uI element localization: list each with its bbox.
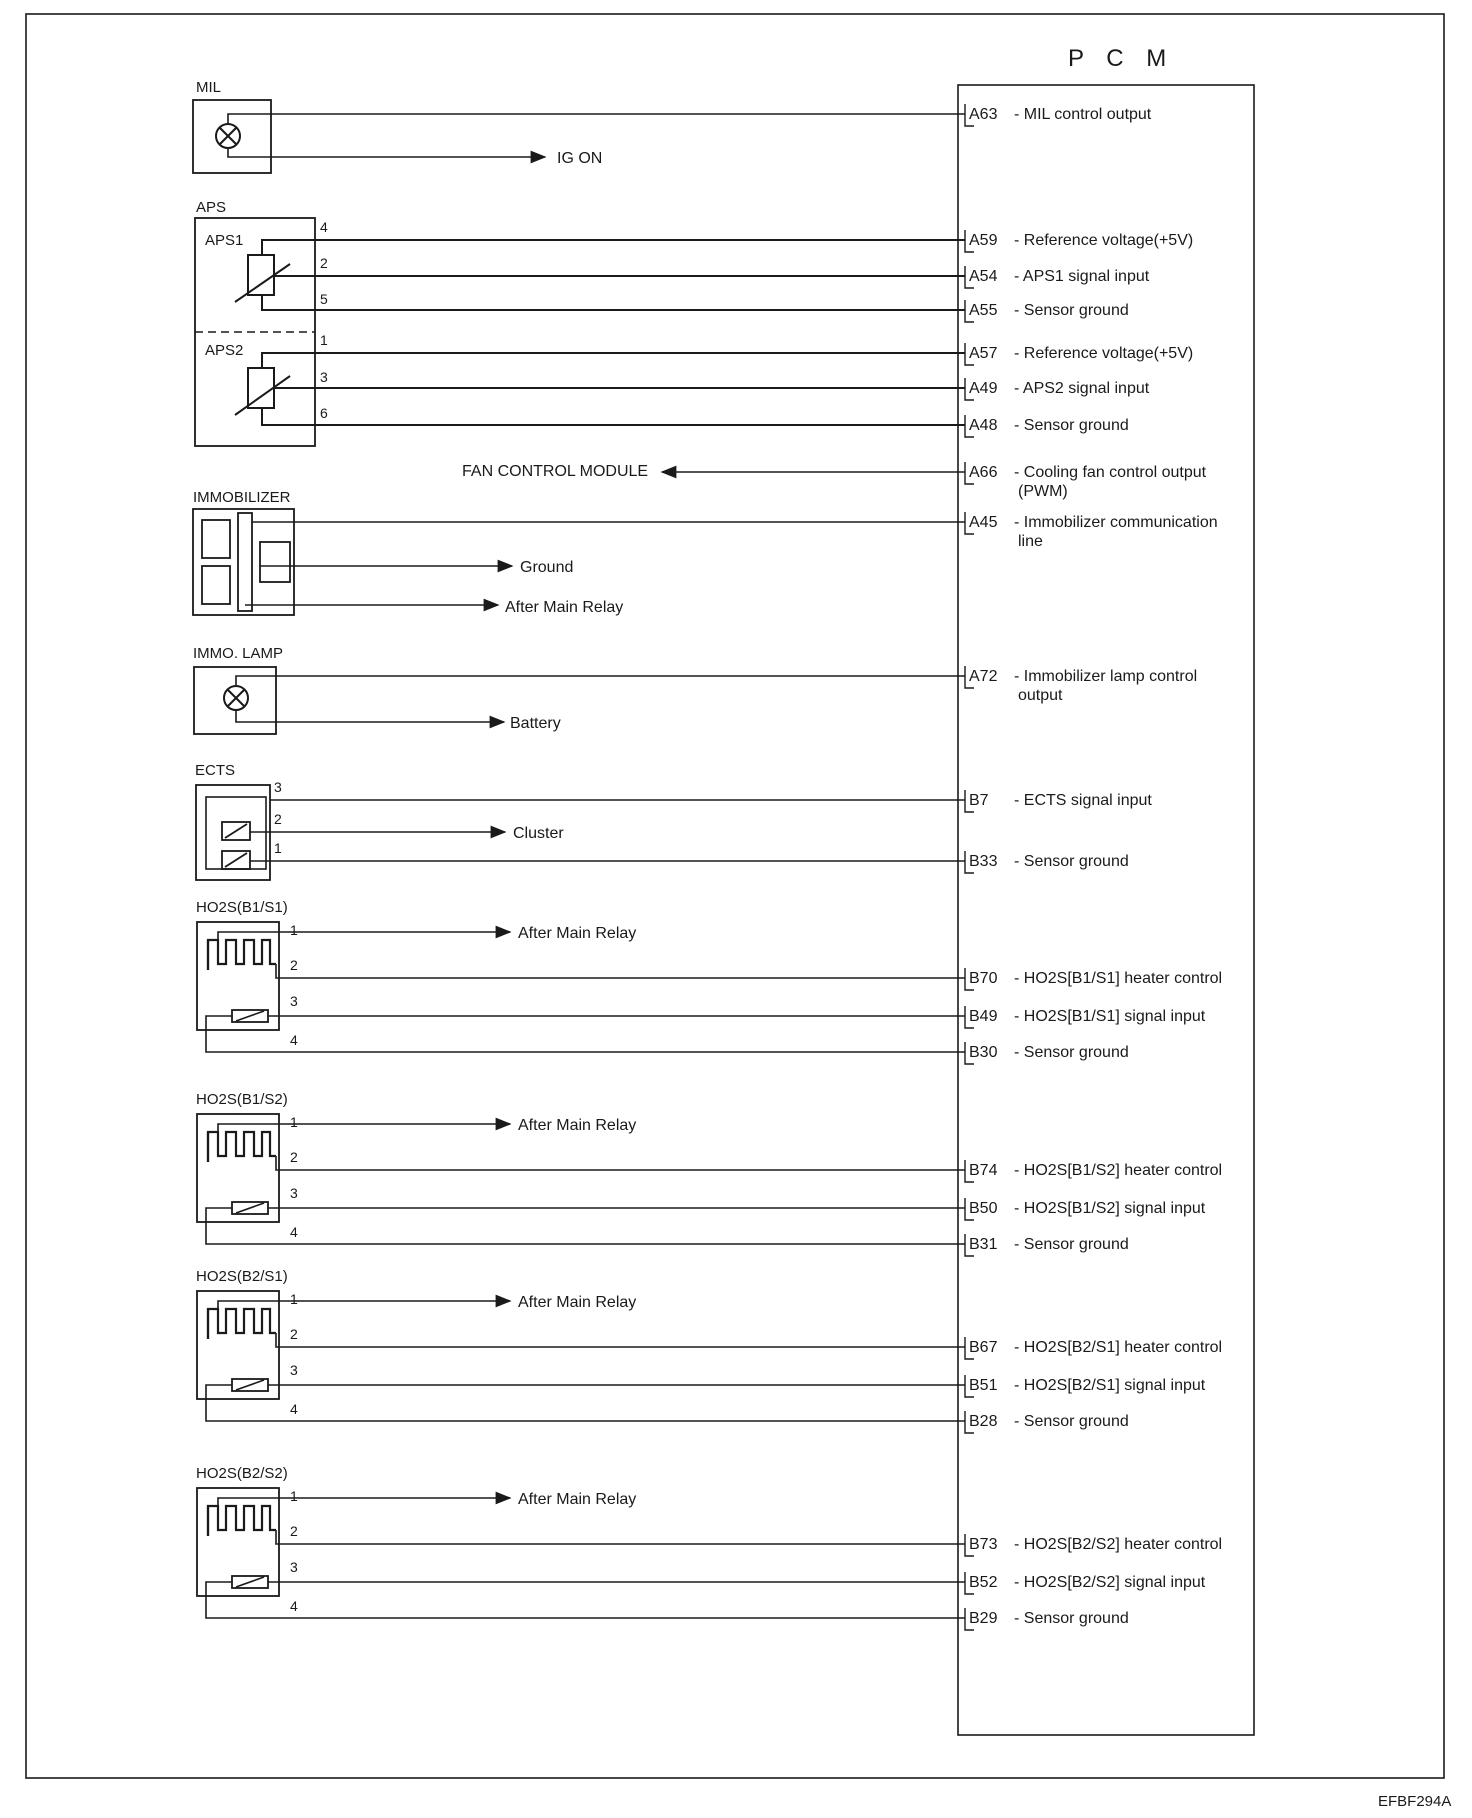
pcm-terminal-code: B49 [969,1008,998,1025]
pcm-terminal-code: A54 [969,268,998,285]
pcm-terminal-desc: - Sensor ground [1014,1044,1129,1061]
pin-number: 1 [290,1291,298,1307]
pcm-terminal-desc-cont: line [1018,533,1043,550]
pcm-terminal-desc: - HO2S[B1/S2] signal input [1014,1200,1206,1217]
pcm-terminal-desc: - APS2 signal input [1014,380,1150,397]
ho2s-label: HO2S(B2/S1) [196,1268,288,1285]
pin-number: 2 [290,957,298,973]
ho2s-label: HO2S(B1/S2) [196,1091,288,1108]
pcm-terminal-desc: - HO2S[B2/S2] signal input [1014,1574,1206,1591]
pin-number: 1 [290,1114,298,1130]
heater-icon [208,1506,276,1536]
pin-number: 1 [290,1488,298,1504]
pcm-terminal-desc: - APS1 signal input [1014,268,1150,285]
pcm-terminal-code: B67 [969,1339,998,1356]
pcm-terminal [965,343,1193,365]
pcm-terminal [965,1337,1222,1359]
pin-number: 3 [290,1185,298,1201]
pcm-terminal [965,1234,1129,1256]
pcm-terminal [965,415,1129,437]
pcm-terminal-desc: - HO2S[B1/S2] heater control [1014,1162,1223,1179]
pcm-terminal-desc: - Sensor ground [1014,1236,1129,1253]
pcm-terminal-desc-cont: output [1018,687,1063,704]
immobilizer-ground-label: Ground [520,559,574,576]
pcm-box [958,85,1254,1735]
pcm-terminal-desc: - Sensor ground [1014,853,1129,870]
ho2s-relay-label: After Main Relay [518,925,637,942]
pcm-terminal [965,968,1222,990]
immobilizer-label: IMMOBILIZER [193,489,291,506]
pcm-terminal-code: B50 [969,1200,998,1217]
immobilizer-component [193,489,965,616]
pcm-terminal-code: B51 [969,1377,998,1394]
pcm-terminal-desc: - Immobilizer communication [1014,514,1218,531]
ects-component [195,762,965,880]
pin-number: 4 [320,219,328,235]
ho2s-relay-label: After Main Relay [518,1491,637,1508]
pcm-terminal-code: A45 [969,514,998,531]
pin-number: 6 [320,405,328,421]
pcm-terminal-desc: - Cooling fan control output [1014,464,1207,481]
pcm-terminal-desc: - Immobilizer lamp control [1014,668,1198,685]
pin-number: 2 [320,255,328,271]
immo-lamp-label: IMMO. LAMP [193,645,284,662]
pin-number: 2 [290,1326,298,1342]
pin-number: 5 [320,291,328,307]
aps2-potentiometer-icon [235,353,965,425]
pcm-terminal-code: A48 [969,417,998,434]
pcm-terminal-code: B73 [969,1536,998,1553]
aps1-label: APS1 [205,232,244,249]
pcm-terminal-desc: - ECTS signal input [1014,792,1152,809]
pcm-terminal [965,230,1193,252]
immo-lamp-component [193,645,965,734]
ho2s-label: HO2S(B2/S2) [196,1465,288,1482]
heater-icon [208,1309,276,1339]
pcm-terminal [965,1198,1206,1220]
pin-number: 3 [290,1362,298,1378]
pcm-terminal-desc: - Sensor ground [1014,302,1129,319]
pcm-terminal-desc: - Sensor ground [1014,1610,1129,1627]
pcm-terminal-desc: - HO2S[B2/S2] heater control [1014,1536,1223,1553]
lamp-icon [224,686,248,710]
pcm-terminal [965,1375,1206,1397]
mil-label: MIL [196,79,222,96]
immobilizer-module-icon [202,513,290,611]
pcm-terminal [965,1411,1129,1433]
pcm-terminal [965,104,1152,126]
pcm-terminal-code: A66 [969,464,998,481]
pcm-terminal [965,1160,1222,1182]
pcm-terminal-code: B74 [969,1162,998,1179]
pcm-terminal [965,851,1129,873]
pcm-terminal [965,300,1129,322]
ects-label: ECTS [195,762,236,779]
ho2s-relay-label: After Main Relay [518,1117,637,1134]
pcm-terminal-desc: - HO2S[B1/S1] heater control [1014,970,1223,987]
heater-icon [208,940,276,970]
pcm-terminal-code: A57 [969,345,998,362]
pin-number: 4 [290,1032,298,1048]
sensor-element-icon [206,1379,270,1421]
pcm-terminal-code: B30 [969,1044,998,1061]
ho2s-sensor-3 [196,1268,965,1421]
pcm-terminal-desc: - HO2S[B2/S1] heater control [1014,1339,1223,1356]
sensor-element-icon [206,1576,270,1618]
pcm-terminal-code: B31 [969,1236,998,1253]
ho2s-sensors [196,899,965,1618]
pcm-terminal-code: B7 [969,792,989,809]
pin-number: 3 [320,369,328,385]
pin-number: 4 [290,1401,298,1417]
aps1-potentiometer-icon [235,240,965,310]
aps2-label: APS2 [205,342,244,359]
ho2s-sensor-1 [196,899,965,1052]
pcm-terminal-desc: - Sensor ground [1014,1413,1129,1430]
aps-component [195,199,965,446]
lamp-icon [216,124,240,148]
pcm-title: P C M [1068,45,1175,72]
mil-component [193,79,965,173]
pcm-terminal-code: A72 [969,668,998,685]
pin-number: 3 [274,779,282,795]
pcm-terminal-code: B28 [969,1413,998,1430]
pcm-terminal [965,1572,1206,1594]
ho2s-relay-label: After Main Relay [518,1294,637,1311]
pcm-terminal [965,378,1150,400]
aps-label: APS [196,199,227,216]
pin-number: 1 [274,840,282,856]
pcm-terminal [965,1608,1129,1630]
heater-icon [208,1132,276,1162]
ects-cluster-label: Cluster [513,825,564,842]
pcm-terminal-code: A55 [969,302,998,319]
pcm-terminal-code: B70 [969,970,998,987]
pcm-terminals [965,104,1222,1630]
sensor-element-icon [206,1010,270,1052]
pcm-terminal [965,462,1207,500]
pcm-terminal [965,1042,1129,1064]
pcm-terminal [965,790,1152,812]
pcm-terminal-desc: - Reference voltage(+5V) [1014,345,1194,362]
pcm-terminal-desc: - MIL control output [1014,106,1152,123]
fan-control [462,463,965,480]
pcm-terminal-desc: - HO2S[B2/S1] signal input [1014,1377,1206,1394]
pin-number: 1 [290,922,298,938]
pcm-terminal [965,266,1150,288]
pcm-terminal-desc: - Reference voltage(+5V) [1014,232,1194,249]
ho2s-sensor-2 [196,1091,965,1244]
pin-number: 3 [290,993,298,1009]
mil-ext-label: IG ON [557,150,603,167]
pin-number: 4 [290,1598,298,1614]
pcm-terminal-code: B52 [969,1574,998,1591]
pcm-terminal [965,512,1218,550]
ho2s-label: HO2S(B1/S1) [196,899,288,916]
pin-numbers [274,219,328,1614]
pcm-terminal [965,666,1197,704]
pcm-terminal-code: B29 [969,1610,998,1627]
pin-number: 1 [320,332,328,348]
sensor-element-icon [206,1202,270,1244]
pcm-terminal [965,1534,1222,1556]
pcm-terminal-code: A63 [969,106,998,123]
thermistor-icon [222,822,250,869]
pin-number: 2 [290,1149,298,1165]
pcm-terminal-code: A59 [969,232,998,249]
pin-number: 4 [290,1224,298,1240]
fan-control-module-label: FAN CONTROL MODULE [462,463,649,480]
immo-lamp-battery-label: Battery [510,715,561,732]
pcm-terminal-desc-cont: (PWM) [1018,483,1068,500]
ho2s-sensor-4 [196,1465,965,1618]
page-frame [26,14,1444,1778]
reference-code: EFBF294A [1378,1793,1452,1810]
pin-number: 3 [290,1559,298,1575]
pcm-terminal-desc: - HO2S[B1/S1] signal input [1014,1008,1206,1025]
immobilizer-relay-label: After Main Relay [505,599,624,616]
pcm-terminal [965,1006,1206,1028]
pcm-terminal-desc: - Sensor ground [1014,417,1129,434]
pin-number: 2 [290,1523,298,1539]
pcm-terminal-code: A49 [969,380,998,397]
pcm-terminal-code: B33 [969,853,998,870]
pin-number: 2 [274,811,282,827]
